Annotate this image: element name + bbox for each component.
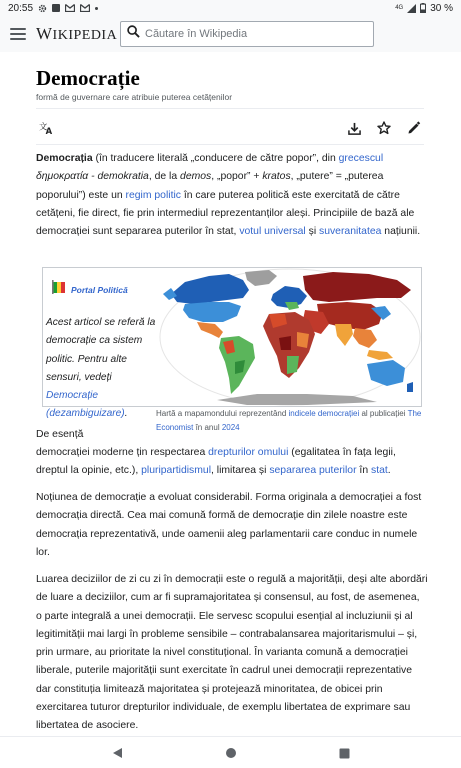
inline-link[interactable]: 2024 — [221, 423, 240, 432]
wordmark-initial: W — [36, 24, 53, 43]
map-caption: Hartă a mapamondului reprezentând indicele democrației al publicației The Economist în anul 2024 — [156, 409, 422, 432]
flag-icon — [51, 279, 67, 300]
android-nav-bar — [0, 736, 461, 768]
paragraph-3: Noțiunea de democrație a evoluat considerabil. Forma originala a democrației a fost democrația directă. Cea mai comună formă de democrație din zilele noastre este democrația reprezentativă, unde oamenii aleg parlamentarii care conduc in numele lor. — [36, 492, 422, 558]
inline-link[interactable]: votul universal — [239, 226, 306, 238]
paragraph-4: Luarea deciziilor de zi cu zi în democrații este o regulă a majorității, deși alte abordări de luare a deciziilor, cum ar fi supramajoritatea și consensul, au fost, de asemenea, o parte integrală a unei democrații. Ele servesc scopului esențial al incluziunii și al legitimității mai largi în probleme sensibile – contrabalansarea majoritarismului – și, prin urmare, au prioritate la nivel constituțional. În varianta comună a democrației liberale, puterile majorității sunt exercitate în cadrul unei democrații reprezentative dar constituția limitează majoritatea și protejează minoritatea, de obicei prin exercitarea tuturor drepturilor individuale, de exemplu libertatea de exprimare sau libertatea de asociere. — [36, 574, 428, 732]
settings-gear-icon — [38, 4, 47, 13]
portal-link[interactable] — [51, 279, 128, 300]
inline-link[interactable]: suveranitatea — [319, 226, 382, 238]
italic-term: demos — [180, 171, 212, 183]
more-notifications-dot-icon — [95, 7, 98, 10]
inline-link[interactable]: indicele democrației — [288, 409, 360, 418]
gmail-notification-icon-2 — [80, 4, 90, 12]
svg-text:文: 文 — [38, 121, 47, 132]
title-divider — [36, 108, 424, 109]
italic-term: δημοκρατία - demokratia — [36, 171, 149, 183]
gmail-notification-icon — [65, 4, 75, 12]
svg-text:A: A — [45, 126, 52, 135]
inline-link[interactable]: separarea puterilor — [269, 465, 357, 477]
status-bar — [0, 0, 461, 16]
language-icon[interactable] — [36, 118, 56, 138]
recents-square-icon[interactable] — [337, 746, 351, 760]
inline-link[interactable]: pluripartidismul — [141, 465, 211, 477]
portal-label: Portal Politică — [71, 284, 128, 295]
inline-link[interactable]: grecescul — [338, 153, 384, 164]
paragraph-2: democrației moderne țin respectarea drepturilor omului (egalitatea în fața legii, dreptul la opinie, etc.), pluripartidismul, limitarea și separarea puterilor în stat. — [36, 447, 396, 477]
signal-icon — [407, 4, 416, 13]
menu-icon[interactable] — [10, 28, 26, 40]
battery-percent: 30 % — [430, 2, 453, 14]
inline-link[interactable]: The Economist — [156, 409, 422, 432]
page-actions — [36, 118, 424, 140]
actions-divider — [36, 144, 424, 145]
paragraph-2-start: De esență — [36, 429, 84, 440]
lead-paragraph: Democrația (în traducere literală „conducere de către popor”, din grecescul δημοκρατία - demokratia, de la demos, „popor” + kratos, „putere” = „puterea poporului”) este un regim politic în care puterea politică este exercitată de către cetățeni, fie direct, fie prin intermediul reprezentanților aleși. Principiile de bază ale democrației sunt separarea puterilor în stat, votul universal și suveranitatea națiunii. — [36, 153, 421, 238]
italic-term: kratos — [262, 171, 291, 183]
inline-link[interactable]: Democrație (dezambiguizare) — [46, 390, 125, 420]
page-title: Democrație — [36, 66, 140, 90]
hatnote: Acest articol se referă la democrație ca sistem politic. Pentru alte sensuri, vedeți Democrație (dezambiguizare). — [46, 317, 156, 420]
inline-link[interactable]: stat — [371, 465, 388, 477]
battery-icon — [420, 3, 426, 13]
search-icon — [127, 25, 140, 43]
bold-term: Democrația — [36, 153, 93, 164]
search-input[interactable] — [120, 21, 374, 47]
inline-link[interactable]: drepturilor omului — [208, 447, 289, 458]
back-triangle-icon[interactable] — [110, 746, 124, 760]
wordmark-rest: IKIPEDIA — [52, 28, 118, 43]
star-icon[interactable] — [374, 118, 394, 138]
network-type: 4G — [395, 5, 404, 11]
pencil-icon[interactable] — [404, 118, 424, 138]
home-circle-icon[interactable] — [224, 746, 238, 760]
download-icon[interactable] — [344, 118, 364, 138]
site-header — [0, 16, 461, 52]
status-time: 20:55 — [8, 2, 34, 14]
democracy-index-world-map[interactable] — [157, 268, 423, 406]
search-placeholder: Căutare în Wikipedia — [145, 28, 248, 40]
wikipedia-wordmark[interactable] — [36, 24, 117, 44]
linkedin-notification-icon — [52, 4, 60, 12]
page-subtitle: formă de guvernare care atribuie puterea cetățenilor — [36, 92, 233, 102]
inline-link[interactable]: regim politic — [125, 189, 181, 201]
